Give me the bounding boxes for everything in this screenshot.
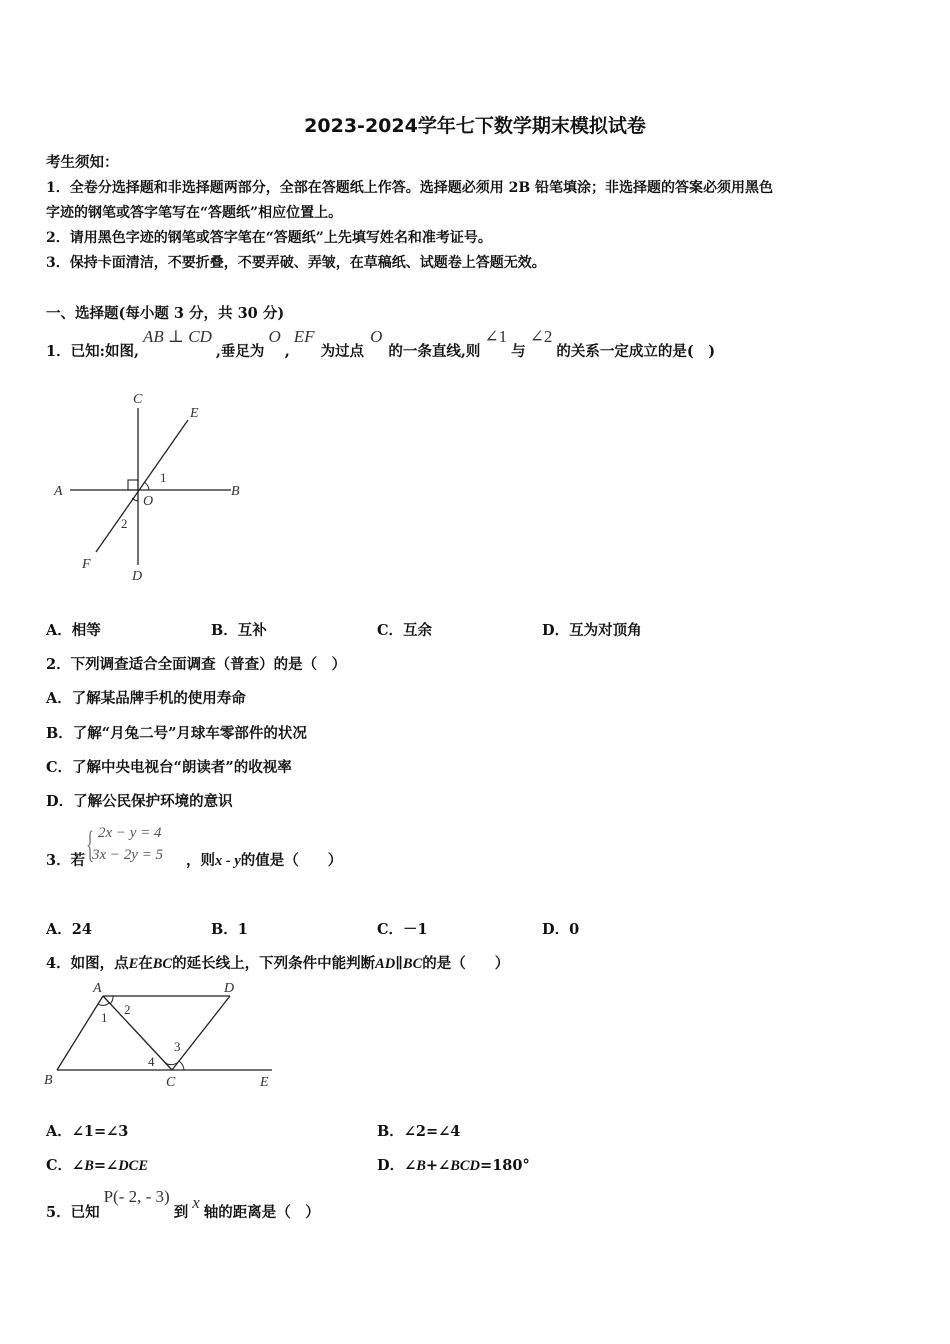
q4-option-var: B — [84, 1158, 94, 1174]
q3-text: ，则 — [186, 852, 215, 869]
notice-line-1a: 1．全卷分选择题和非选择题两部分，全部在答题纸上作答。选择题必须用 2B 铅笔填涂；非选择题的答案必须用黑色 — [46, 180, 774, 196]
angle-1-arc — [144, 482, 149, 490]
q1-text: 与 — [511, 343, 526, 360]
label-d: D — [224, 981, 235, 996]
q4-option-d[interactable] — [377, 1154, 530, 1175]
q5-axis-x: x — [192, 1193, 200, 1212]
right-angle-mark — [128, 480, 138, 490]
label-angle-1: 1 — [101, 1010, 108, 1025]
q4-option-text: C．∠ — [46, 1157, 85, 1174]
q4-option-var: B — [416, 1158, 426, 1174]
brace-icon: { — [86, 824, 95, 866]
label-angle-4: 4 — [148, 1054, 155, 1069]
label-c: C — [166, 1075, 176, 1090]
q1-text: , — [284, 343, 290, 360]
q4-segment-bc: BC — [152, 956, 173, 972]
label-b: B — [231, 484, 240, 499]
q4-option-var: BCD — [450, 1158, 481, 1174]
notice-line-2: 2．请用黑色字迹的钢笔或答字笔在“答题纸”上先填写姓名和准考证号。 — [46, 230, 492, 246]
q3-stem-rest — [186, 849, 342, 870]
angle-1-arc — [98, 1003, 109, 1005]
q3-option-d[interactable]: D．0 — [542, 921, 580, 938]
notice-heading: 考生须知： — [46, 154, 119, 171]
notice-line-3: 3．保持卡面清洁，不要折叠，不要弄破、弄皱，在草稿纸、试题卷上答题无效。 — [46, 255, 546, 271]
q1-math-o2: O — [370, 327, 383, 346]
q4-text: 在 — [138, 955, 153, 972]
q1-math-ab-perp-cd: AB ⊥ CD — [143, 327, 212, 346]
q3-option-a[interactable]: A．24 — [46, 921, 92, 938]
q1-text: 的关系一定成立的是( ) — [556, 343, 716, 360]
segment-ab — [57, 996, 103, 1070]
q3-equation-2: 3x − 2y = 5 — [92, 847, 164, 863]
q1-option-d[interactable]: D．互为对顶角 — [542, 622, 642, 639]
angle-2-arc — [110, 996, 113, 1004]
q4-option-c[interactable] — [46, 1154, 148, 1175]
q5-text: 5．已知 — [46, 1204, 100, 1221]
q3-equation-system — [86, 825, 186, 869]
q4-text: 的延长线上，下列条件中能判断 — [172, 955, 376, 972]
q4-stem — [46, 952, 509, 973]
q1-math-o: O — [268, 327, 281, 346]
segment-ac — [103, 996, 172, 1070]
q4-text: 4．如图，点 — [46, 955, 129, 972]
q5-text: 到 — [173, 1204, 189, 1221]
q3-text: 的值是（ ） — [240, 852, 343, 869]
q1-text: ,垂足为 — [215, 343, 265, 360]
label-a: A — [54, 484, 63, 499]
label-b: B — [44, 1073, 53, 1088]
q1-option-a[interactable]: A．相等 — [46, 622, 101, 639]
angle-3-arc — [179, 1061, 184, 1070]
q1-option-c[interactable]: C．互余 — [377, 622, 433, 639]
q4-option-b[interactable]: B．∠2=∠4 — [377, 1123, 461, 1140]
q4-option-text: =∠ — [93, 1157, 119, 1174]
q4-option-text: =180° — [480, 1157, 530, 1174]
q4-parallel: AD∥BC — [375, 956, 423, 972]
segment-cd — [172, 996, 230, 1070]
q4-option-text: +∠ — [425, 1157, 451, 1174]
label-angle-2: 2 — [121, 516, 128, 531]
q3-label: 3．若 — [46, 852, 86, 869]
q4-figure — [40, 978, 290, 1090]
q3-equation-1: 2x − y = 4 — [98, 825, 162, 841]
q3-expression: x - y — [215, 853, 241, 869]
q2-option-b[interactable]: B．了解“月兔二号”月球车零部件的状况 — [46, 725, 307, 742]
q2-option-c[interactable]: C．了解中央电视台“朗读者”的收视率 — [46, 759, 292, 776]
label-e: E — [260, 1075, 269, 1090]
notice-line-1b: 字迹的钢笔或答字笔写在“答题纸”相应位置上。 — [46, 205, 343, 221]
page-title: 2023-2024学年七下数学期末模拟试卷 — [304, 115, 646, 137]
label-angle-2: 2 — [124, 1002, 131, 1017]
q4-option-text: D．∠ — [377, 1157, 417, 1174]
label-e: E — [190, 406, 199, 421]
q3-option-b[interactable]: B．1 — [211, 921, 248, 938]
q5-point-p: P(- 2, - 3) — [103, 1187, 170, 1206]
label-a: A — [93, 981, 102, 996]
q1-math-angle2: ∠2 — [529, 327, 553, 346]
q1-stem — [46, 326, 715, 360]
q2-option-a[interactable]: A．了解某品牌手机的使用寿命 — [46, 690, 246, 707]
q1-option-b[interactable]: B．互补 — [211, 622, 267, 639]
q1-text: 1．已知:如图, — [46, 343, 139, 360]
label-angle-1: 1 — [160, 470, 167, 485]
q4-point-e: E — [128, 956, 139, 972]
q3-option-c[interactable]: C．－1 — [377, 921, 428, 938]
q1-math-angle1: ∠1 — [484, 327, 508, 346]
q1-text: 的一条直线,则 — [388, 343, 481, 360]
q2-stem: 2．下列调查适合全面调查（普查）的是（ ） — [46, 656, 347, 673]
q5-text: 轴的距离是（ ） — [203, 1204, 320, 1221]
q4-option-var: DCE — [118, 1158, 149, 1174]
label-c: C — [133, 392, 143, 407]
line-ef — [96, 420, 188, 552]
q4-option-a[interactable]: A．∠1=∠3 — [46, 1123, 129, 1140]
q1-figure — [46, 380, 266, 590]
q1-math-ef: EF — [293, 327, 315, 346]
label-f: F — [82, 557, 91, 572]
q1-text: 为过点 — [320, 343, 365, 360]
label-d: D — [132, 569, 143, 584]
label-angle-3: 3 — [174, 1039, 181, 1054]
q2-option-d[interactable]: D．了解公民保护环境的意识 — [46, 793, 233, 810]
label-o: O — [143, 494, 154, 509]
q5-stem — [46, 1186, 320, 1220]
section-heading: 一、选择题(每小题 3 分，共 30 分) — [46, 305, 285, 322]
q4-text: 的是（ ） — [422, 955, 510, 972]
